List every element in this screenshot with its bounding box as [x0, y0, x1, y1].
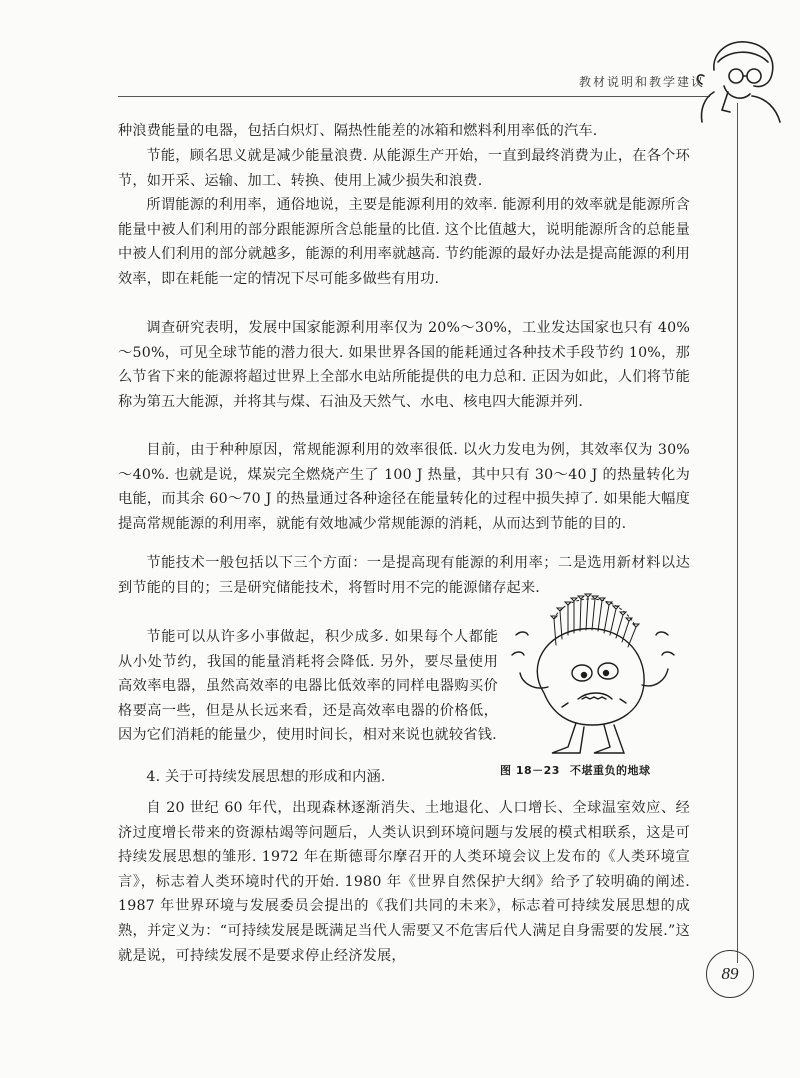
paragraph: 节能，顾名思义就是减少能量浪费. 从能源生产开始，一直到最终消费为止，在各个环节，如开采、运输、加工、转换、使用上减少损失和浪费. — [118, 148, 690, 189]
overburdened-earth-illustration — [496, 575, 701, 760]
paragraph: 节能可以从许多小事做起，积少成多. 如果每个人都能从小处节约，我国的能量消耗将会降低. 另外，要尽量使用高效率电器，虽然高效率的电器比低效率的同样电器购买价格要高一些，但是从长远来看，还是高效率电器的价格低，因为它们消耗的能量少，使用时间长，相对来说也就较省钱. — [118, 629, 498, 744]
paragraph: 所谓能源的利用率，通俗地说，主要是能源利用的效率. 能源利用的效率就是能源所含能量中被人们利用的部分跟能源所含总能量的比值. 这个比值越大，说明能源所含的总能量中被人们利用的部分就越多，能源的利用率就越高. 节约能源的最好办法是提高能源的利用效率，即在耗能一定的情况下尽可能多做些有用功. — [118, 197, 690, 287]
figure-number: 图 18－23 — [500, 764, 560, 777]
header-title: 教材说明和教学建议 — [578, 75, 705, 89]
paragraph: 目前，由于种种原因，常规能源利用的效率很低. 以火力发电为例，其效率仅为 30%～40%. 也就是说，煤炭完全燃烧产生了 100 J 热量，其中只有 30～40 J 的热量转化为电能，而其余 60～70 J 的热量通过各种途径在能量转化的过程中损失掉了. 如果能大幅度提高常规能源的利用率，就能有效地减少常规能源的消耗，从而达到节能的目的. — [118, 442, 690, 532]
figure-caption — [500, 762, 710, 778]
page-number-circle — [706, 950, 754, 998]
figure-title: 不堪重负的地球 — [569, 764, 651, 777]
paragraph: 自 20 世纪 60 年代，出现森林逐渐消失、土地退化、人口增长、全球温室效应、经济过度增长带来的资源枯竭等问题后，人类认识到环境问题与发展的模式相联系，这是可持续发展思想的雏形. 1972 年在斯德哥尔摩召开的人类环境会议上发布的《人类环境宣言》，标志着人类环境时代的开始. 1980 年《世界自然保护大纲》给予了较明确的阐述. 1987 年世界环境与发展委员会提出的《我们共同的未来》，标志着可持续发展思想的成熟，并定义为：“可持续发展是既满足当代人需要又不危害后代人满足自身需要的发展.”这就是说，可持续发展不是要求停止经济发展， — [118, 800, 690, 964]
teacher-mascot-icon — [684, 32, 792, 124]
side-rule — [737, 103, 738, 963]
paragraph: 调查研究表明，发展中国家能源利用率仅为 20%～30%，工业发达国家也只有 40%～50%，可见全球节能的潜力很大. 如果世界各国的能耗通过各种技术手段节约 10%，那么节省下来的能源将超过世界上全部水电站所能提供的电力总和. 正因为如此，人们将节能称为第五大能源，并将其与煤、石油及天然气、水电、核电四大能源并列. — [118, 320, 690, 410]
page-number: 89 — [721, 964, 739, 983]
paragraph: 种浪费能量的电器，包括白炽灯、隔热性能差的冰箱和燃料利用率低的汽车. — [118, 123, 598, 139]
paragraph: 节能技术一般包括以下三个方面：一是提高现有能源的利用率；二是选用新材料以达到节能的目的；三是研究储能技术，将暂时用不完的能源储存起来. — [118, 555, 690, 596]
section-heading: 4. 关于可持续发展思想的形成和内涵. — [146, 769, 386, 785]
header-rule — [118, 96, 710, 97]
